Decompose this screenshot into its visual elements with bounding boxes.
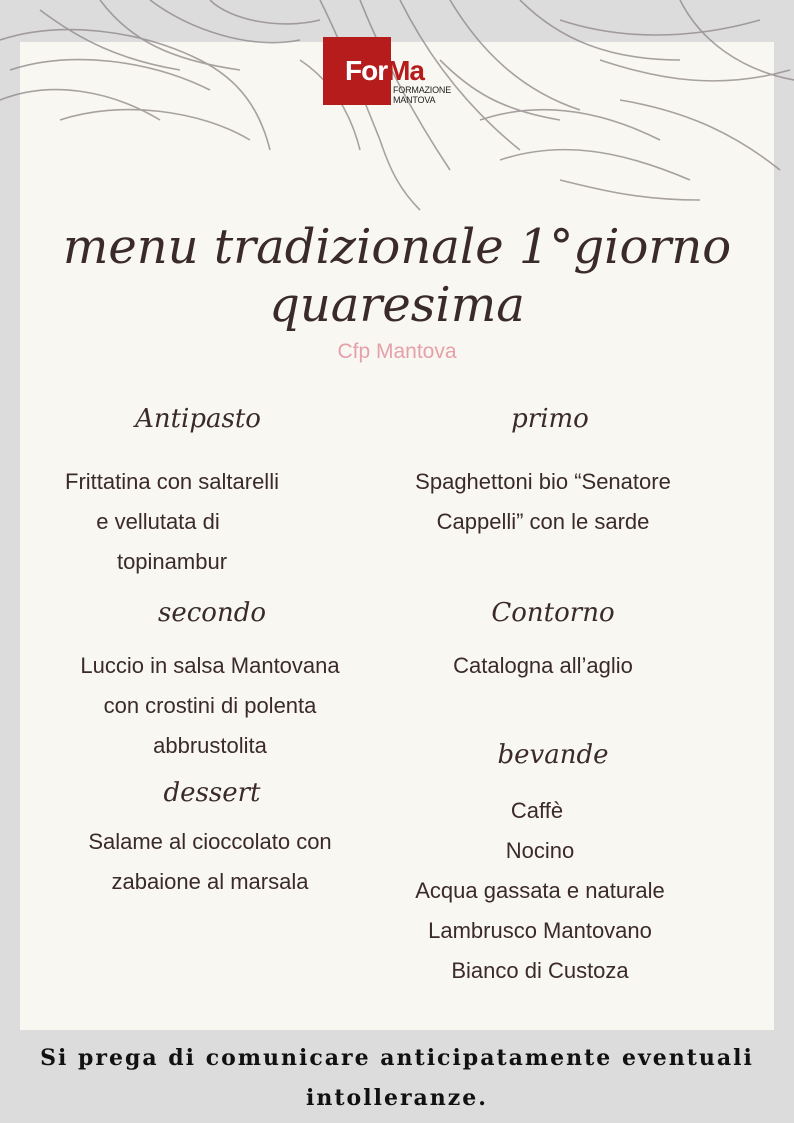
footer-note: Si prega di comunicare anticipatamente eventuali intolleranze. <box>40 1045 754 1111</box>
secondo-heading: secondo <box>158 598 266 628</box>
primo-dishes: Spaghettoni bio “Senatore Cappelli” con le sarde <box>415 469 671 534</box>
menu-title: menu tradizionale 1°giorno <box>62 219 732 275</box>
menu-title-line2: quaresima <box>269 277 525 333</box>
logo-subtitle: FORMAZIONE MANTOVA <box>393 85 451 105</box>
logo-wordmark: ForMa <box>345 55 425 86</box>
forma-logo <box>323 37 463 109</box>
contorno-dishes: Catalogna all’aglio <box>453 653 633 678</box>
contorno-heading: Contorno <box>491 598 615 628</box>
secondo-dishes: Luccio in salsa Mantovana con crostini di polenta abbrustolita <box>80 653 340 758</box>
primo-heading: primo <box>511 404 589 434</box>
bevande-heading: bevande <box>497 740 609 770</box>
bevande-drinks: Caffè Nocino Acqua gassata e naturale Lambrusco Mantovano Bianco di Custoza <box>415 798 665 983</box>
antipasto-heading: Antipasto <box>135 404 261 434</box>
menu-subtitle: Cfp Mantova <box>337 340 457 363</box>
antipasto-dishes: Frittatina con saltarelli e vellutata di topinambur <box>65 469 279 574</box>
dessert-dishes: Salame al cioccolato con zabaione al marsala <box>88 829 332 894</box>
dessert-heading: dessert <box>163 778 261 808</box>
